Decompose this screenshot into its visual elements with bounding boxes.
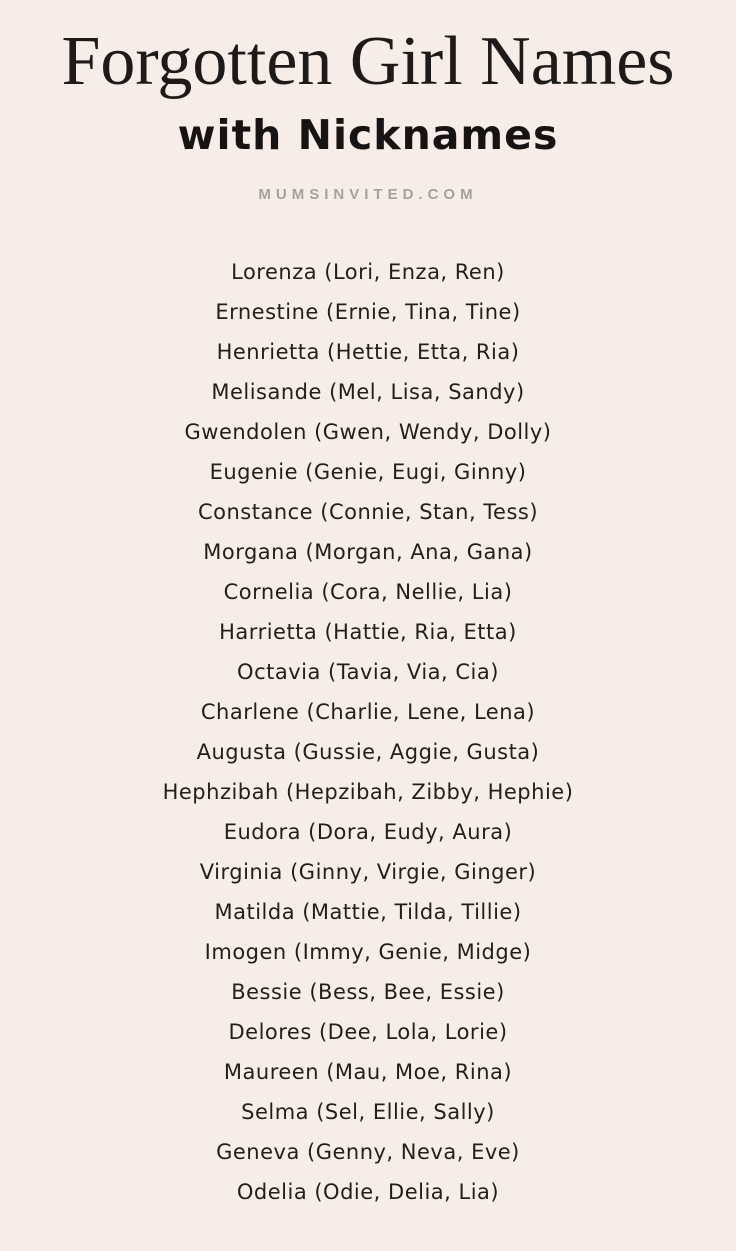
list-item: Octavia (Tavia, Via, Cia) [237,660,499,684]
list-item: Constance (Connie, Stan, Tess) [197,500,539,524]
list-item: Ernestine (Ernie, Tina, Tine) [215,300,521,324]
list-item: Imogen (Immy, Genie, Midge) [204,940,532,964]
list-item: Henrietta (Hettie, Etta, Ria) [216,340,520,364]
page-subtitle: with Nicknames [177,111,559,159]
list-item: Bessie (Bess, Bee, Essie) [231,980,505,1004]
list-item: Gwendolen (Gwen, Wendy, Dolly) [184,420,552,444]
names-list [0,252,736,1212]
list-item: Lorenza (Lori, Enza, Ren) [231,260,505,284]
list-item: Melisande (Mel, Lisa, Sandy) [211,380,525,404]
list-item: Maureen (Mau, Moe, Rina) [223,1060,513,1084]
page-title: Forgotten Girl Names [61,23,675,100]
list-item: Delores (Dee, Lola, Lorie) [228,1020,508,1044]
list-item: Charlene (Charlie, Lene, Lena) [200,700,536,724]
list-item: Cornelia (Cora, Nellie, Lia) [223,580,513,604]
list-item: Eudora (Dora, Eudy, Aura) [223,820,513,844]
list-item: Harrietta (Hattie, Ria, Etta) [219,620,517,644]
list-item: Virginia (Ginny, Virgie, Ginger) [199,860,537,884]
list-item: Selma (Sel, Ellie, Sally) [241,1100,495,1124]
list-item: Geneva (Genny, Neva, Eve) [216,1140,520,1164]
website-credit: MUMSINVITED.COM [258,186,478,203]
list-item: Matilda (Mattie, Tilda, Tillie) [214,900,522,924]
list-item: Augusta (Gussie, Aggie, Gusta) [196,740,540,764]
list-item: Hephzibah (Hepzibah, Zibby, Hephie) [162,780,574,804]
list-item: Odelia (Odie, Delia, Lia) [236,1180,500,1204]
list-item: Eugenie (Genie, Eugi, Ginny) [209,460,527,484]
list-item: Morgana (Morgan, Ana, Gana) [203,540,533,564]
